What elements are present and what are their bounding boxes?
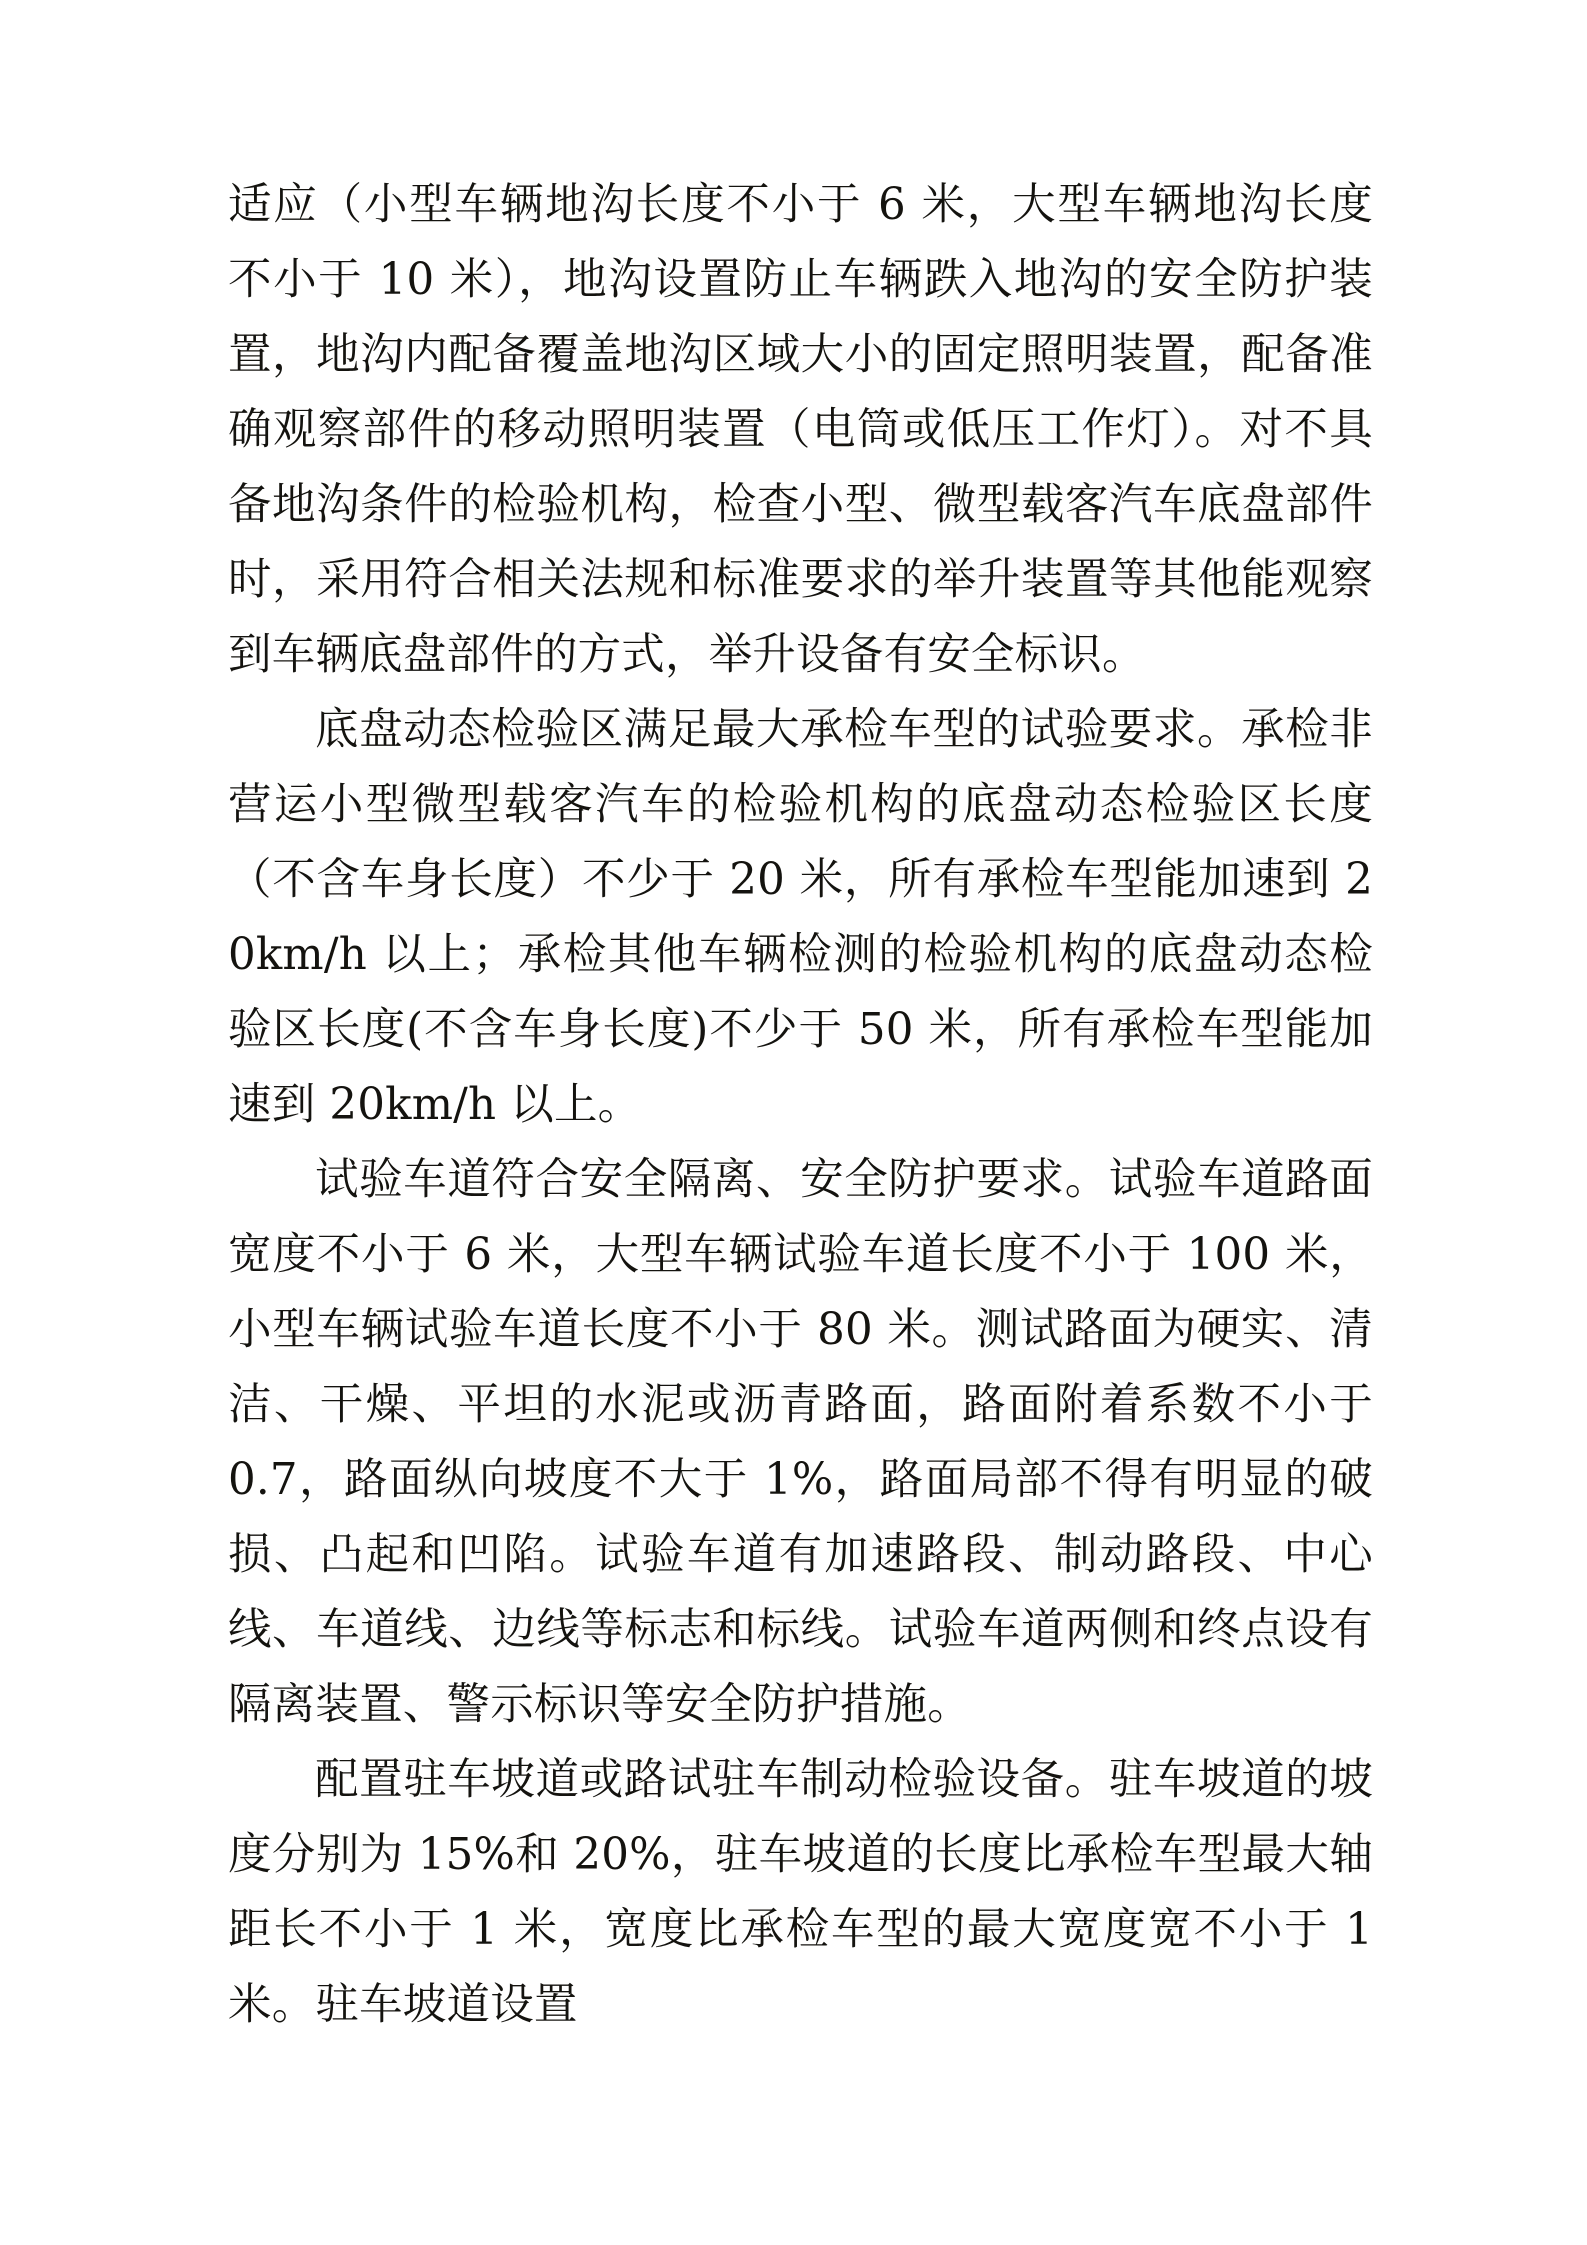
paragraph-3: 试验车道符合安全隔离、安全防护要求。试验车道路面宽度不小于 6 米，大型车辆试验车道长度不小于 100 米，小型车辆试验车道长度不小于 80 米。测试路面为硬实、清洁、干燥、平坦的水泥或沥青路面，路面附着系数不小于 0.7，路面纵向坡度不大于 1%，路面局部不得有明显的破损、凸起和凹陷。试验车道有加速路段、制动路段、中心线、车道线、边线等标志和标线。试验车道两侧和终点设有隔离装置、警示标识等安全防护措施。	[228, 1155, 1373, 1730]
paragraph-1: 适应（小型车辆地沟长度不小于 6 米，大型车辆地沟长度不小于 10 米），地沟设置防止车辆跌入地沟的安全防护装置，地沟内配备覆盖地沟区域大小的固定照明装置，配备准确观察部件的移动照明装置（电筒或低压工作灯）。对不具备地沟条件的检验机构，检查小型、微型载客汽车底盘部件时，采用符合相关法规和标准要求的举升装置等其他能观察到车辆底盘部件的方式，举升设备有安全标识。	[228, 180, 1373, 680]
paragraph-2: 底盘动态检验区满足最大承检车型的试验要求。承检非营运小型微型载客汽车的检验机构的底盘动态检验区长度（不含车身长度）不少于 20 米，所有承检车型能加速到 20km/h 以上；承检其他车辆检测的检验机构的底盘动态检验区长度(不含车身长度)不少于 50 米，所有承检车型能加速到 20km/h 以上。	[228, 705, 1373, 1130]
document-text-body	[228, 168, 1373, 2043]
paragraph-4: 配置驻车坡道或路试驻车制动检验设备。驻车坡道的坡度分别为 15%和 20%，驻车坡道的长度比承检车型最大轴距长不小于 1 米，宽度比承检车型的最大宽度宽不小于 1 米。驻车坡道设置	[228, 1755, 1373, 2030]
